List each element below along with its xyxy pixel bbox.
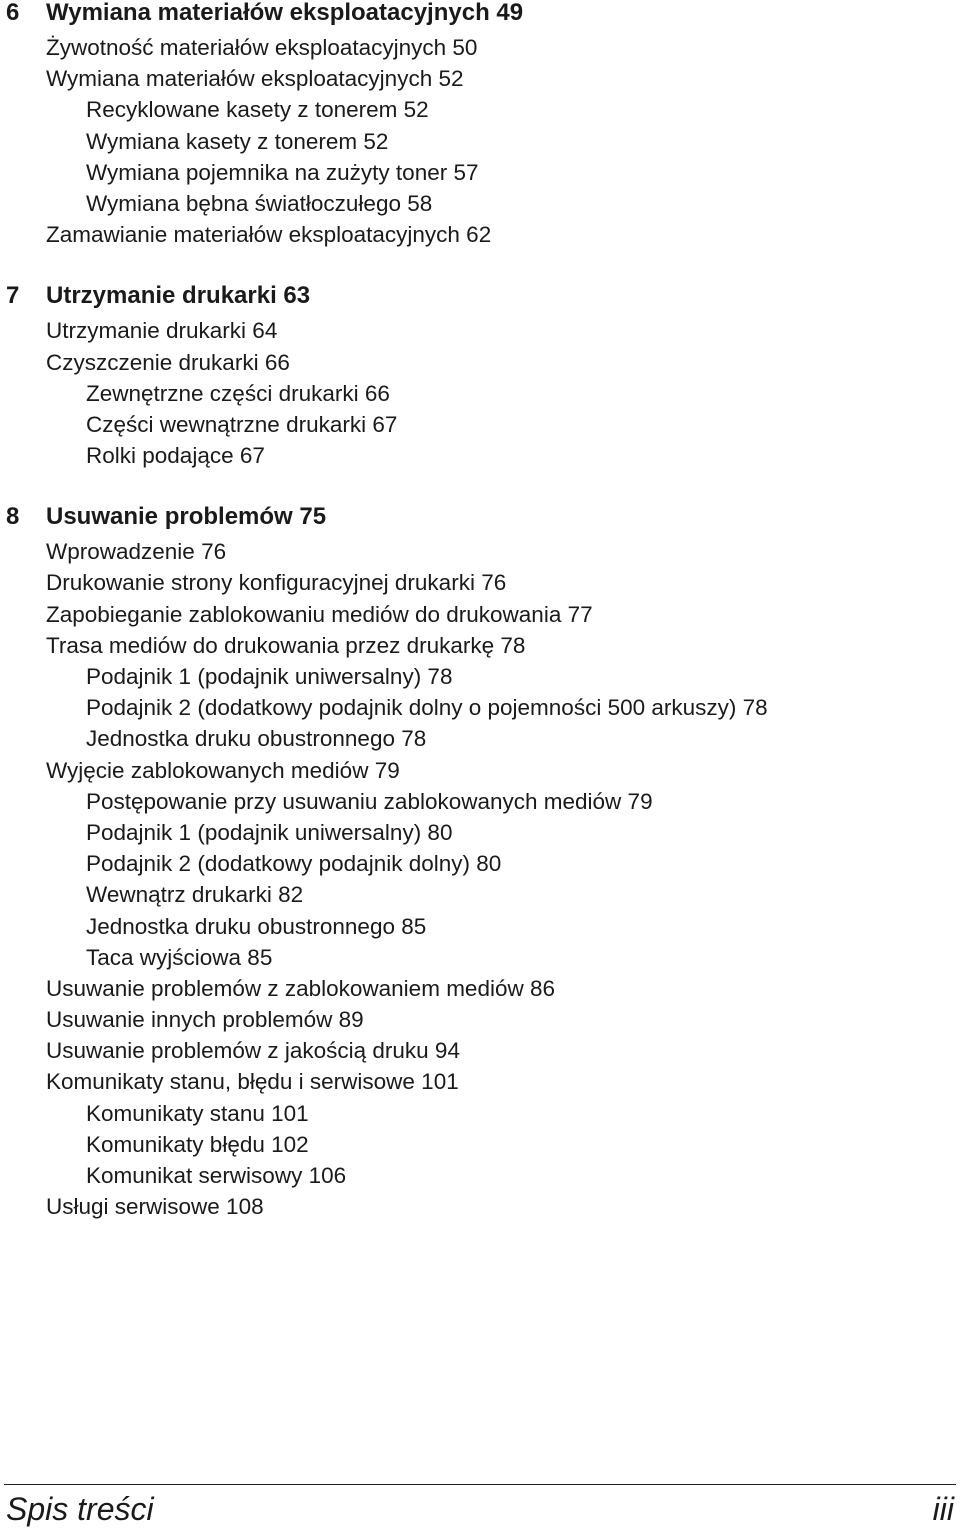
toc-subentry[interactable]: Komunikat serwisowy 106 [86,1163,347,1188]
toc-subentry[interactable]: Jednostka druku obustronnego 78 [86,726,427,752]
toc-subentry[interactable]: Taca wyjściowa 85 [86,944,273,970]
toc-subentry[interactable]: Zewnętrzne części drukarki 66 [86,380,390,406]
footer-title: Spis treści [6,1491,154,1527]
toc-entry[interactable]: Wymiana materiałów eksploatacyjnych 52 [46,66,464,92]
toc-entry[interactable]: Usuwanie innych problemów 89 [46,1007,364,1033]
toc-subentry[interactable]: Części wewnątrzne drukarki 67 [86,411,398,437]
toc-subentry[interactable]: Komunikaty błędu 102 [86,1131,309,1157]
toc-entry[interactable]: Komunikaty stanu, błędu i serwisowe 101 [46,1069,459,1095]
toc-chapter-section [0,504,960,1222]
chapter-number: 8 [6,503,20,531]
toc-subentry[interactable]: Wymiana pojemnika na zużyty toner 57 [86,159,479,185]
toc-subentry[interactable]: Podajnik 2 (dodatkowy podajnik dolny o pojemności 500 arkuszy) 78 [86,695,768,721]
toc-entry[interactable]: Zamawianie materiałów eksploatacyjnych 62 [46,222,492,248]
toc-entry[interactable]: Wyjęcie zablokowanych mediów 79 [46,757,400,783]
toc-chapter-section [0,0,960,250]
toc-entry[interactable]: Żywotność materiałów eksploatacyjnych 50 [46,35,478,60]
toc-subentry[interactable]: Wymiana kasety z tonerem 52 [86,128,389,154]
toc-entry[interactable]: Utrzymanie drukarki 64 [46,318,278,344]
toc-chapter-heading[interactable] [0,0,960,32]
toc-entry[interactable]: Usuwanie problemów z jakością druku 94 [46,1038,460,1064]
toc-chapter-heading[interactable] [0,283,960,315]
chapter-title: Usuwanie problemów 75 [46,503,327,531]
chapter-title: Utrzymanie drukarki 63 [46,282,311,310]
toc-subentry[interactable]: Wewnątrz drukarki 82 [86,882,304,908]
chapter-number: 6 [6,0,20,26]
toc-subentry[interactable]: Recyklowane kasety z tonerem 52 [86,97,429,123]
footer-page-number: iii [932,1491,954,1527]
toc-chapter-heading[interactable] [0,504,960,536]
toc-entry[interactable]: Zapobieganie zablokowaniu mediów do drukowania 77 [46,601,593,627]
toc-subentry[interactable]: Podajnik 1 (podajnik uniwersalny) 80 [86,819,453,845]
toc-subentry[interactable]: Postępowanie przy usuwaniu zablokowanych mediów 79 [86,788,653,814]
toc-subentry[interactable]: Rolki podające 67 [86,443,265,469]
toc-subentry[interactable]: Wymiana bębna światłoczułego 58 [86,190,433,216]
toc-subentry[interactable]: Podajnik 2 (dodatkowy podajnik dolny) 80 [86,851,502,877]
toc-entry[interactable]: Wprowadzenie 76 [46,539,227,565]
chapter-title: Wymiana materiałów eksploatacyjnych 49 [46,0,524,26]
page-footer [4,1484,956,1531]
toc-subentry[interactable]: Jednostka druku obustronnego 85 [86,913,427,939]
toc-subentry[interactable]: Komunikaty stanu 101 [86,1100,309,1126]
toc-entry[interactable]: Usuwanie problemów z zablokowaniem mediów 86 [46,975,555,1001]
toc-entry[interactable]: Trasa mediów do drukowania przez drukarkę 78 [46,632,526,658]
toc-entry[interactable]: Drukowanie strony konfiguracyjnej drukarki 76 [46,570,507,596]
toc-entry[interactable]: Czyszczenie drukarki 66 [46,349,290,375]
toc-chapter-section [0,283,960,471]
chapter-number: 7 [6,282,20,310]
toc-subentry[interactable]: Podajnik 1 (podajnik uniwersalny) 78 [86,664,453,689]
toc-entry[interactable]: Usługi serwisowe 108 [46,1194,264,1220]
